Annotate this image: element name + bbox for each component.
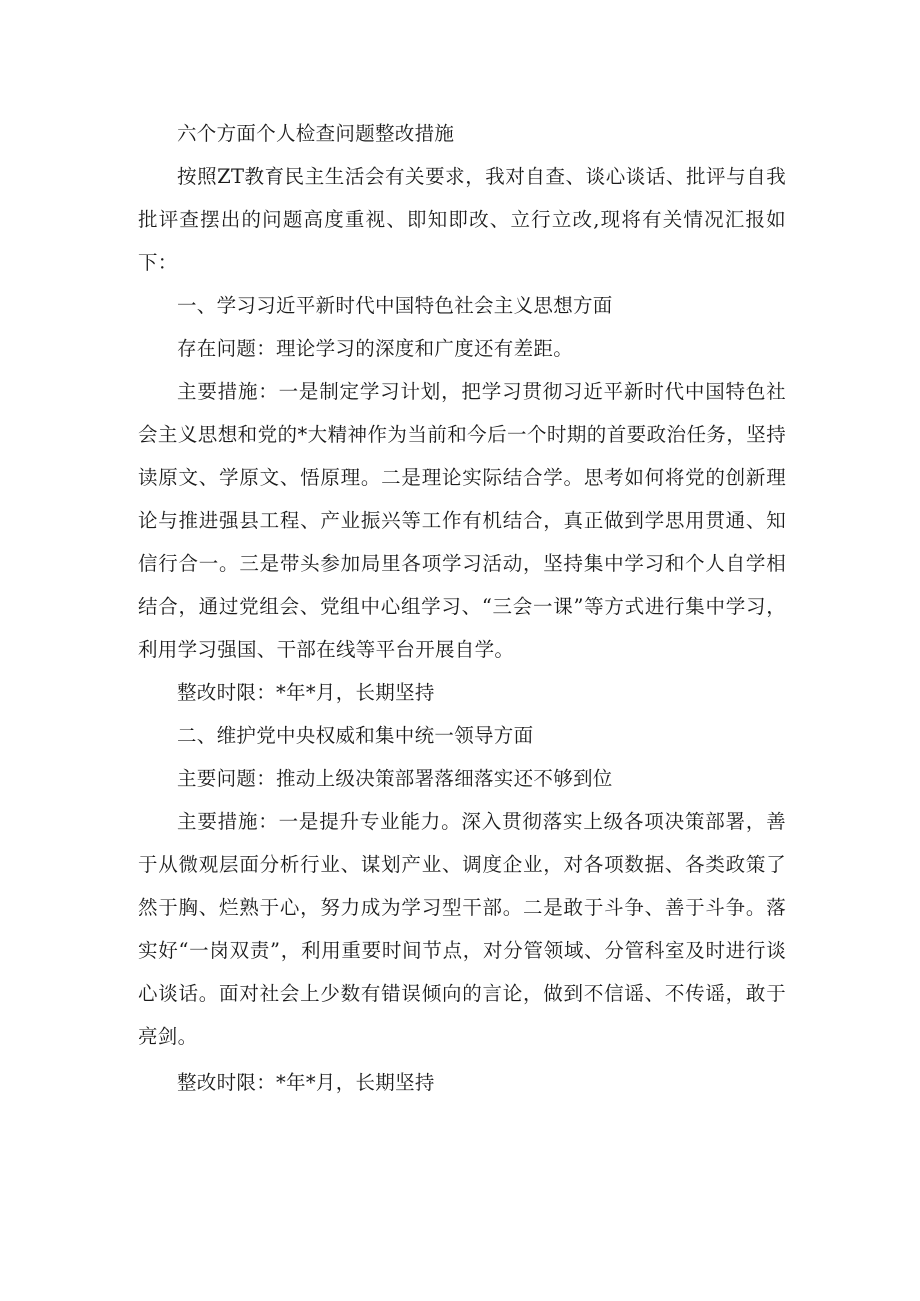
section-1-measures: 主要措施：一是制定学习计划，把学习贯彻习近平新时代中国特色社会主义思想和党的*大精神作为当前和今后一个时期的首要政治任务，坚持读原文、学原文、悟原理。二是理论实际结合学。思考如何将党的创新理论与推进强县工程、产业振兴等工作有机结合，真正做到学思用贯通、知信行合一。三是带头参加局里各项学习活动，坚持集中学习和个人自学相结合，通过党组会、党组中心组学习、“三会一课”等方式进行集中学习，利用学习强国、干部在线等平台开展自学。	[138, 380, 786, 661]
section-1-problem: 存在问题：理论学习的深度和广度还有差距。	[177, 337, 574, 360]
section-2-measures: 主要措施：一是提升专业能力。深入贯彻落实上级各项决策部署，善于从微观层面分析行业、谋划产业、调度企业，对各项数据、各类政策了然于胸、烂熟于心，努力成为学习型干部。二是敢于斗争、善于斗争。落实好“一岗双责”，利用重要时间节点，对分管领域、分管科室及时进行谈心谈话。面对社会上少数有错误倾向的言论，做到不信谣、不传谣，敢于亮剑。	[138, 810, 786, 1048]
document-page	[138, 112, 786, 1104]
intro-paragraph: 按照ZT教育民主生活会有关要求，我对自查、谈心谈话、批评与自我批评查摆出的问题高度重视、即知即改、立行立改,现将有关情况汇报如下：	[138, 165, 786, 274]
section-2-heading: 二、维护党中央权威和集中统一领导方面	[177, 724, 534, 747]
section-2-problem: 主要问题：推动上级决策部署落细落实还不够到位	[177, 767, 613, 790]
section-1-heading: 一、学习习近平新时代中国特色社会主义思想方面	[177, 294, 613, 317]
document-title: 六个方面个人检查问题整改措施	[177, 122, 455, 145]
section-2-deadline: 整改时限：*年*月，长期坚持	[177, 1071, 435, 1094]
section-1-deadline: 整改时限：*年*月，长期坚持	[177, 681, 435, 704]
